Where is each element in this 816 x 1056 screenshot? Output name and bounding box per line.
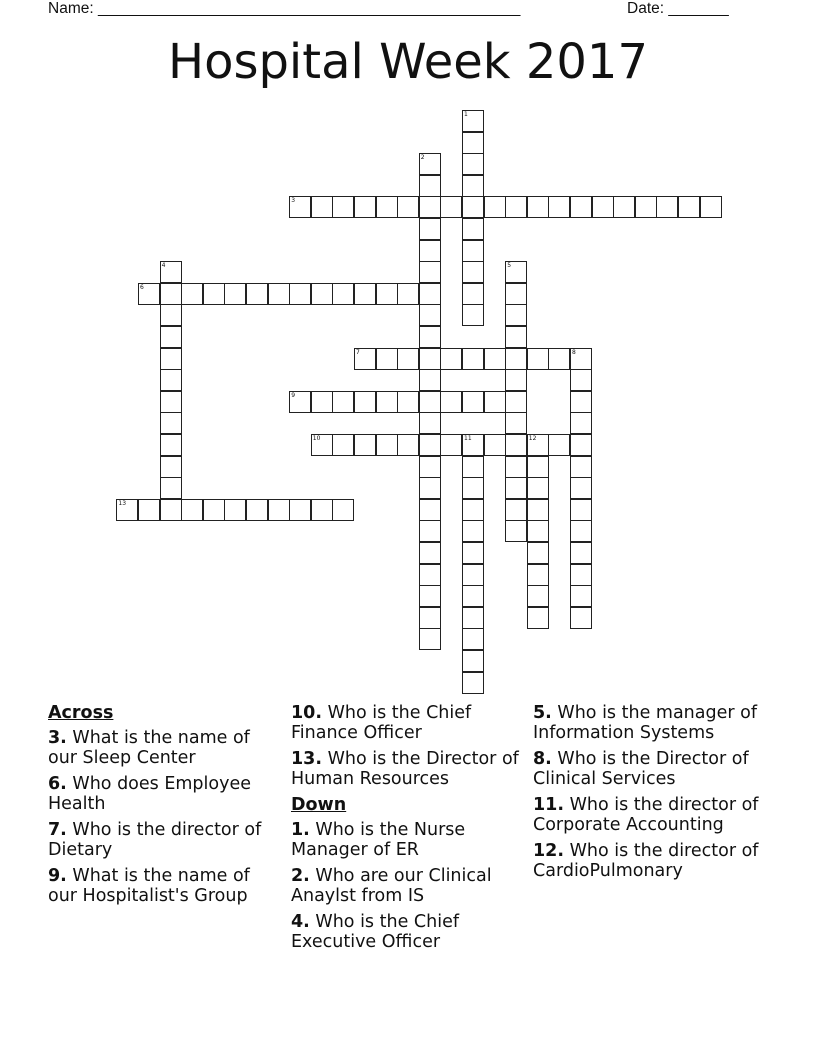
- clue-number-label: 12: [528, 435, 537, 442]
- clue-number-label: 8: [572, 348, 576, 356]
- grid-cell: [419, 564, 441, 586]
- grid-cell: [419, 218, 441, 240]
- grid-cell: [246, 499, 268, 521]
- grid-cell: [462, 175, 484, 197]
- grid-cell: [224, 499, 246, 521]
- grid-cell: [419, 326, 441, 348]
- down-clue-8: [533, 749, 765, 789]
- grid-cell-2: [419, 153, 441, 175]
- grid-cell-1: [462, 110, 484, 132]
- grid-cell: [224, 283, 246, 305]
- grid-cell-11: [462, 434, 484, 456]
- clue-number-label: 1: [464, 111, 468, 118]
- grid-cell: [332, 283, 354, 305]
- grid-cell: [419, 348, 441, 370]
- grid-cell: [462, 283, 484, 305]
- grid-cell: [484, 348, 506, 370]
- clue-number-label: 9: [291, 391, 296, 399]
- grid-cell: [397, 348, 419, 370]
- grid-cell: [332, 196, 354, 218]
- grid-cell-6: [138, 283, 160, 305]
- clue-number-label: 7: [356, 348, 360, 356]
- grid-cell: [376, 196, 398, 218]
- clue-number: 1.: [291, 820, 310, 840]
- across-heading: Across: [48, 703, 114, 723]
- grid-cell: [419, 434, 441, 456]
- grid-cell: [160, 369, 182, 391]
- grid-cell: [440, 196, 462, 218]
- grid-cell: [138, 499, 160, 521]
- grid-cell: [397, 434, 419, 456]
- clue-text: Who is the Chief Finance Officer: [291, 703, 472, 743]
- grid-cell: [376, 391, 398, 413]
- grid-cell: [656, 196, 678, 218]
- grid-cell: [354, 391, 376, 413]
- clue-text: Who is the director of Corporate Accounting: [533, 795, 759, 835]
- clue-number-label: 6: [140, 283, 144, 291]
- down-heading: Down: [291, 795, 347, 815]
- grid-cell: [311, 283, 333, 305]
- clue-number: 13.: [291, 749, 323, 769]
- grid-cell: [419, 520, 441, 542]
- grid-cell: [332, 499, 354, 521]
- grid-cell: [527, 499, 549, 521]
- grid-cell: [311, 499, 333, 521]
- grid-cell: [419, 240, 441, 262]
- clue-text: Who are our Clinical Anaylst from IS: [291, 866, 492, 906]
- down-clue-11: [533, 795, 765, 835]
- grid-cell: [268, 283, 290, 305]
- grid-cell: [246, 283, 268, 305]
- grid-cell: [570, 499, 592, 521]
- grid-cell: [462, 153, 484, 175]
- grid-cell: [570, 456, 592, 478]
- grid-cell: [505, 348, 527, 370]
- grid-cell: [484, 391, 506, 413]
- clues-column-3: [533, 700, 765, 887]
- grid-cell: [527, 477, 549, 499]
- grid-cell: [570, 564, 592, 586]
- grid-cell: [397, 283, 419, 305]
- grid-cell: [419, 261, 441, 283]
- across-clue-9: [48, 866, 280, 906]
- clue-number: 4.: [291, 912, 310, 932]
- grid-cell: [484, 434, 506, 456]
- grid-cell: [462, 520, 484, 542]
- grid-cell: [505, 412, 527, 434]
- grid-cell: [527, 585, 549, 607]
- grid-cell: [289, 283, 311, 305]
- clue-text: Who is the Director of Human Resources: [291, 749, 519, 789]
- grid-cell: [462, 542, 484, 564]
- clue-number: 3.: [48, 728, 67, 748]
- clue-number: 11.: [533, 795, 565, 815]
- grid-cell: [527, 196, 549, 218]
- grid-cell: [635, 196, 657, 218]
- grid-cell: [289, 499, 311, 521]
- grid-cell: [570, 477, 592, 499]
- grid-cell: [527, 348, 549, 370]
- grid-cell: [160, 412, 182, 434]
- grid-cell: [527, 607, 549, 629]
- grid-cell: [570, 196, 592, 218]
- grid-cell: [397, 196, 419, 218]
- clue-number-label: 10: [312, 435, 321, 442]
- grid-cell: [419, 412, 441, 434]
- grid-cell: [527, 520, 549, 542]
- grid-cell: [440, 391, 462, 413]
- grid-cell: [419, 196, 441, 218]
- grid-cell: [397, 391, 419, 413]
- grid-cell: [570, 369, 592, 391]
- grid-cell: [160, 434, 182, 456]
- clue-text: Who is the Chief Executive Officer: [291, 912, 459, 952]
- grid-cell: [419, 283, 441, 305]
- grid-cell: [376, 283, 398, 305]
- grid-cell: [311, 196, 333, 218]
- grid-cell: [419, 369, 441, 391]
- grid-cell: [505, 304, 527, 326]
- grid-cell: [462, 132, 484, 154]
- grid-cell: [419, 304, 441, 326]
- grid-cell: [462, 477, 484, 499]
- grid-cell: [354, 434, 376, 456]
- down-clue-12: [533, 841, 765, 881]
- page-title: Hospital Week 2017: [167, 34, 649, 90]
- down-clue-2: [291, 866, 523, 906]
- down-clue-5: [533, 703, 765, 743]
- clue-text: Who does Employee Health: [48, 774, 252, 814]
- clue-number: 7.: [48, 820, 67, 840]
- clues-column-1: [48, 700, 280, 912]
- grid-cell: [505, 456, 527, 478]
- grid-cell: [462, 240, 484, 262]
- grid-cell: [354, 283, 376, 305]
- grid-cell: [462, 499, 484, 521]
- grid-cell: [505, 196, 527, 218]
- name-field-label: Name: _________________________________________________: [48, 0, 521, 17]
- clue-number: 9.: [48, 866, 67, 886]
- grid-cell: [419, 456, 441, 478]
- grid-cell: [505, 391, 527, 413]
- grid-cell: [160, 326, 182, 348]
- grid-cell: [419, 607, 441, 629]
- grid-cell-5: [505, 261, 527, 283]
- grid-cell: [462, 564, 484, 586]
- grid-cell: [419, 175, 441, 197]
- clue-text: Who is the manager of Information Systems: [533, 703, 757, 743]
- grid-cell: [570, 542, 592, 564]
- grid-cell: [462, 304, 484, 326]
- grid-cell: [505, 499, 527, 521]
- grid-cell: [160, 348, 182, 370]
- grid-cell: [203, 283, 225, 305]
- grid-cell-8: [570, 348, 592, 370]
- grid-cell: [570, 520, 592, 542]
- clue-number-label: 3: [291, 197, 296, 205]
- grid-cell: [419, 477, 441, 499]
- date-field-label: Date: _______: [627, 0, 729, 17]
- clues-column-2: [291, 700, 523, 958]
- grid-cell: [181, 283, 203, 305]
- clue-text: Who is the director of Dietary: [48, 820, 262, 860]
- grid-cell: [462, 607, 484, 629]
- grid-cell: [527, 564, 549, 586]
- grid-cell: [570, 607, 592, 629]
- clue-text: What is the name of our Hospitalist's Group: [48, 866, 250, 906]
- grid-cell-3: [289, 196, 311, 218]
- grid-cell: [462, 672, 484, 694]
- grid-cell: [592, 196, 614, 218]
- grid-cell: [548, 196, 570, 218]
- down-clue-4: [291, 912, 523, 952]
- clue-number: 10.: [291, 703, 323, 723]
- grid-cell: [462, 218, 484, 240]
- grid-cell: [440, 348, 462, 370]
- clue-text: Who is the Nurse Manager of ER: [291, 820, 466, 860]
- clue-number-label: 2: [420, 154, 425, 162]
- grid-cell: [678, 196, 700, 218]
- grid-cell: [505, 283, 527, 305]
- grid-cell: [462, 196, 484, 218]
- grid-cell: [419, 499, 441, 521]
- grid-cell-9: [289, 391, 311, 413]
- grid-cell: [505, 434, 527, 456]
- grid-cell: [181, 499, 203, 521]
- grid-cell-12: [527, 434, 549, 456]
- grid-cell-13: [116, 499, 138, 521]
- clue-text: What is the name of our Sleep Center: [48, 728, 250, 768]
- across-clue-7: [48, 820, 280, 860]
- clue-number: 6.: [48, 774, 67, 794]
- grid-cell: [354, 196, 376, 218]
- grid-cell: [462, 348, 484, 370]
- grid-cell: [160, 304, 182, 326]
- grid-cell: [203, 499, 225, 521]
- across-clue-3: [48, 728, 280, 768]
- grid-cell: [419, 585, 441, 607]
- grid-cell: [419, 628, 441, 650]
- grid-cell: [419, 542, 441, 564]
- grid-cell: [462, 585, 484, 607]
- grid-cell: [505, 369, 527, 391]
- grid-cell-4: [160, 261, 182, 283]
- grid-cell: [505, 477, 527, 499]
- grid-cell: [700, 196, 722, 218]
- grid-cell: [570, 412, 592, 434]
- clue-number-label: 5: [507, 262, 512, 270]
- grid-cell: [462, 456, 484, 478]
- grid-cell: [160, 456, 182, 478]
- grid-cell: [268, 499, 290, 521]
- grid-cell: [160, 499, 182, 521]
- grid-cell: [484, 196, 506, 218]
- grid-cell-10: [311, 434, 333, 456]
- clue-number: 8.: [533, 749, 552, 769]
- across-clue-10: [291, 703, 523, 743]
- grid-cell: [462, 628, 484, 650]
- clue-number-label: 13: [118, 499, 127, 507]
- down-clue-1: [291, 820, 523, 860]
- grid-cell: [160, 477, 182, 499]
- grid-cell: [505, 326, 527, 348]
- clue-number-label: 4: [161, 262, 166, 270]
- grid-cell: [332, 434, 354, 456]
- grid-cell: [527, 456, 549, 478]
- grid-cell: [376, 348, 398, 370]
- grid-cell: [332, 391, 354, 413]
- grid-cell: [527, 542, 549, 564]
- grid-cell: [462, 391, 484, 413]
- across-clue-6: [48, 774, 280, 814]
- grid-cell: [376, 434, 398, 456]
- grid-cell: [311, 391, 333, 413]
- grid-cell: [613, 196, 635, 218]
- grid-cell-7: [354, 348, 376, 370]
- grid-cell: [440, 434, 462, 456]
- clue-text: Who is the Director of Clinical Services: [533, 749, 749, 789]
- across-clue-13: [291, 749, 523, 789]
- clue-number: 2.: [291, 866, 310, 886]
- clue-number: 5.: [533, 703, 552, 723]
- grid-cell: [419, 391, 441, 413]
- grid-cell: [570, 434, 592, 456]
- grid-cell: [462, 650, 484, 672]
- clue-number-label: 11: [464, 435, 472, 442]
- clue-text: Who is the director of CardioPulmonary: [533, 841, 759, 881]
- grid-cell: [160, 283, 182, 305]
- grid-cell: [548, 348, 570, 370]
- grid-cell: [570, 391, 592, 413]
- grid-cell: [505, 520, 527, 542]
- grid-cell: [548, 434, 570, 456]
- clue-number: 12.: [533, 841, 565, 861]
- grid-cell: [570, 585, 592, 607]
- grid-cell: [160, 391, 182, 413]
- grid-cell: [462, 261, 484, 283]
